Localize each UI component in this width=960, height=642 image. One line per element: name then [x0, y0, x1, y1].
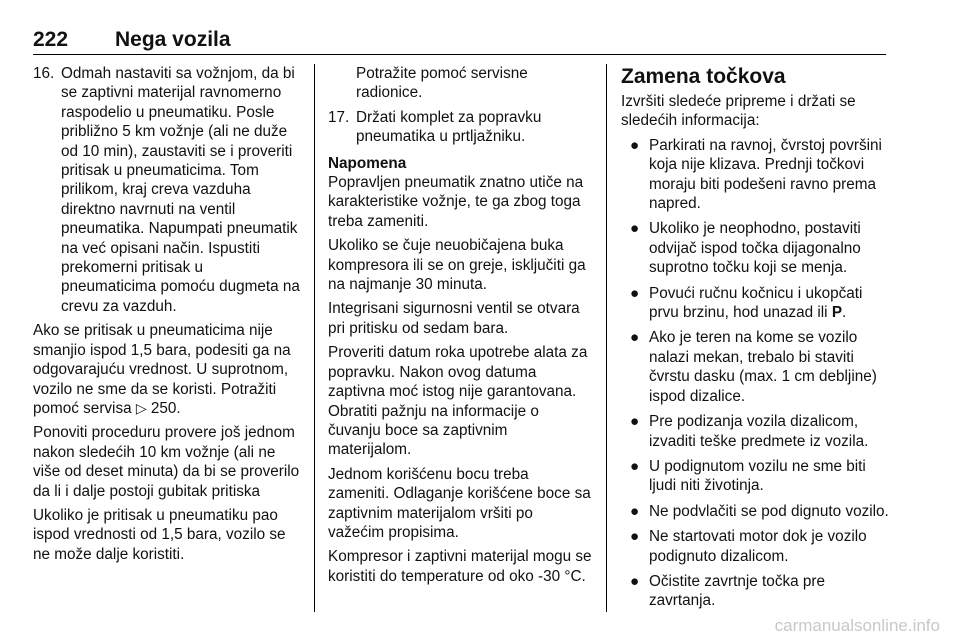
page-header [33, 28, 886, 54]
column-divider [606, 64, 607, 612]
page-number: 222 [33, 28, 69, 51]
step-continuation: Potražite pomoć servisne radionice. [356, 65, 528, 102]
bullet-item [621, 328, 889, 406]
bullet-text: Očistite zavrtnje točka pre zavrtanja. [649, 572, 825, 610]
bullet-text: Povući ručnu kočnicu i ukopčati prvu brzinu, hod unazad ili [649, 284, 863, 322]
column-right [621, 64, 889, 617]
bullet-icon: ● [630, 528, 640, 546]
step-number: 16. [33, 65, 55, 82]
bullet-text: Parkirati na ravnoj, čvrstoj površini koja nije klizava. Prednji točkovi moraju biti podešeni ravno prema napred. [649, 136, 882, 213]
bullet-text: Ne podvlačiti se pod dignuto vozilo. [649, 502, 889, 520]
bullet-icon: ● [630, 572, 640, 590]
note-title: Napomena [328, 154, 407, 172]
column-left [33, 64, 301, 569]
column-middle [328, 64, 592, 591]
paragraph: Proveriti datum roka upotrebe alata za popravku. Nakon ovog datuma zaptivna moć istog nije garantovana. Obratiti pažnju na informacije o čuvanju boce sa zaptivnim materijalom. [328, 344, 588, 459]
bullet-item [621, 457, 889, 496]
bullet-text: Ne startovati motor dok je vozilo podignuto dizalicom. [649, 528, 867, 565]
bullet-text-end: . [842, 304, 847, 322]
bullet-icon: ● [630, 136, 640, 154]
watermark: carmanualsonline.info [774, 616, 940, 635]
bullet-icon: ● [630, 457, 640, 475]
paragraph-text: Ako se pritisak u pneumaticima nije smanjio ispod 1,5 bara, podesiti ga na odgovarajuću vrednost. U suprotnom, vozilo ne sme da se koristi. Potražiti pomoć servisa [33, 322, 291, 417]
paragraph [33, 321, 301, 418]
bullet-icon: ● [630, 502, 640, 520]
bullet-item [621, 219, 889, 277]
bullet-icon: ● [630, 413, 640, 431]
paragraph: Kompresor i zaptivni materijal mogu se koristiti do temperature od oko -30 °C. [328, 548, 592, 585]
paragraph: Ukoliko se čuje neuobičajena buka kompresora ili se on greje, isključiti ga na najmanje 30 minuta. [328, 237, 586, 294]
numbered-step-17 [328, 108, 592, 147]
numbered-step-16 [33, 64, 301, 316]
paragraph: Integrisani sigurnosni ventil se otvara pri pritisku od sedam bara. [328, 300, 580, 337]
page-reference-arrow-icon: ▷ [135, 399, 147, 416]
bullet-icon: ● [630, 220, 640, 238]
gear-position-label: P [831, 304, 843, 322]
bullet-item [621, 502, 889, 521]
bullet-text: Ukoliko je neophodno, postaviti odvijač ispod točka dijagonalno suprotno točku koji se menja. [649, 220, 861, 277]
intro-paragraph: Izvršiti sledeće pripreme i držati se sledećih informacija: [621, 93, 856, 130]
section-title: Nega vozila [115, 28, 231, 51]
note-body: Popravljen pneumatik znatno utiče na karakteristike vožnje, te ga zbog toga treba zameniti. [328, 174, 584, 230]
bullet-text: Ako je teren na kome se vozilo nalazi mekan, trebalo bi staviti čvrstu dasku (max. 1 cm debljine) ispod dizalice. [649, 329, 877, 405]
step-text: Odmah nastaviti sa vožnjom, da bi se zaptivni materijal ravnomerno raspodelio u pneumatiku. Posle približno 5 km vožnje (ali ne duže od 10 min), zaustaviti se i proveriti pritisak u pneumaticima. Tom prilikom, kraj creva vazduha direktno navrnuti na ventil pneumatika. Napumpati pneumatik na već opisani način. Ispustiti prekomerni pritisak u pneumaticima pomoću dugmeta na crevu za vazduh. [61, 65, 300, 315]
step-number: 17. [328, 108, 350, 126]
bullet-text: U podignutom vozilu ne sme biti ljudi niti životinja. [649, 457, 866, 495]
bullet-item [621, 412, 889, 451]
section-heading: Zamena točkova [621, 65, 786, 88]
column-divider [314, 64, 315, 612]
paragraph: Ponoviti proceduru provere još jednom nakon sledećih 10 km vožnje (ali ne više od deset minuta) da bi se proverilo da li i dalje postoji gubitak pritiska [33, 424, 300, 500]
step-text: Držati komplet za popravku pneumatika u prtljažniku. [356, 108, 542, 146]
bullet-text: Pre podizanja vozila dizalicom, izvaditi teške predmete iz vozila. [649, 413, 869, 450]
paragraph: Ukoliko je pritisak u pneumatiku pao ispod vrednosti od 1,5 bara, vozilo se ne može dalje koristiti. [33, 506, 286, 563]
header-rule [33, 54, 886, 55]
bullet-icon: ● [630, 284, 640, 302]
bullet-icon: ● [630, 329, 640, 347]
bullet-item [621, 527, 889, 566]
page-reference[interactable]: 250. [150, 399, 181, 417]
paragraph: Jednom korišćenu bocu treba zameniti. Odlaganje korišćene boce sa zaptivnim materijalom vršiti po važećim propisima. [328, 465, 591, 541]
bullet-item [621, 284, 889, 323]
bullet-item [621, 136, 889, 214]
bullet-item [621, 572, 889, 611]
